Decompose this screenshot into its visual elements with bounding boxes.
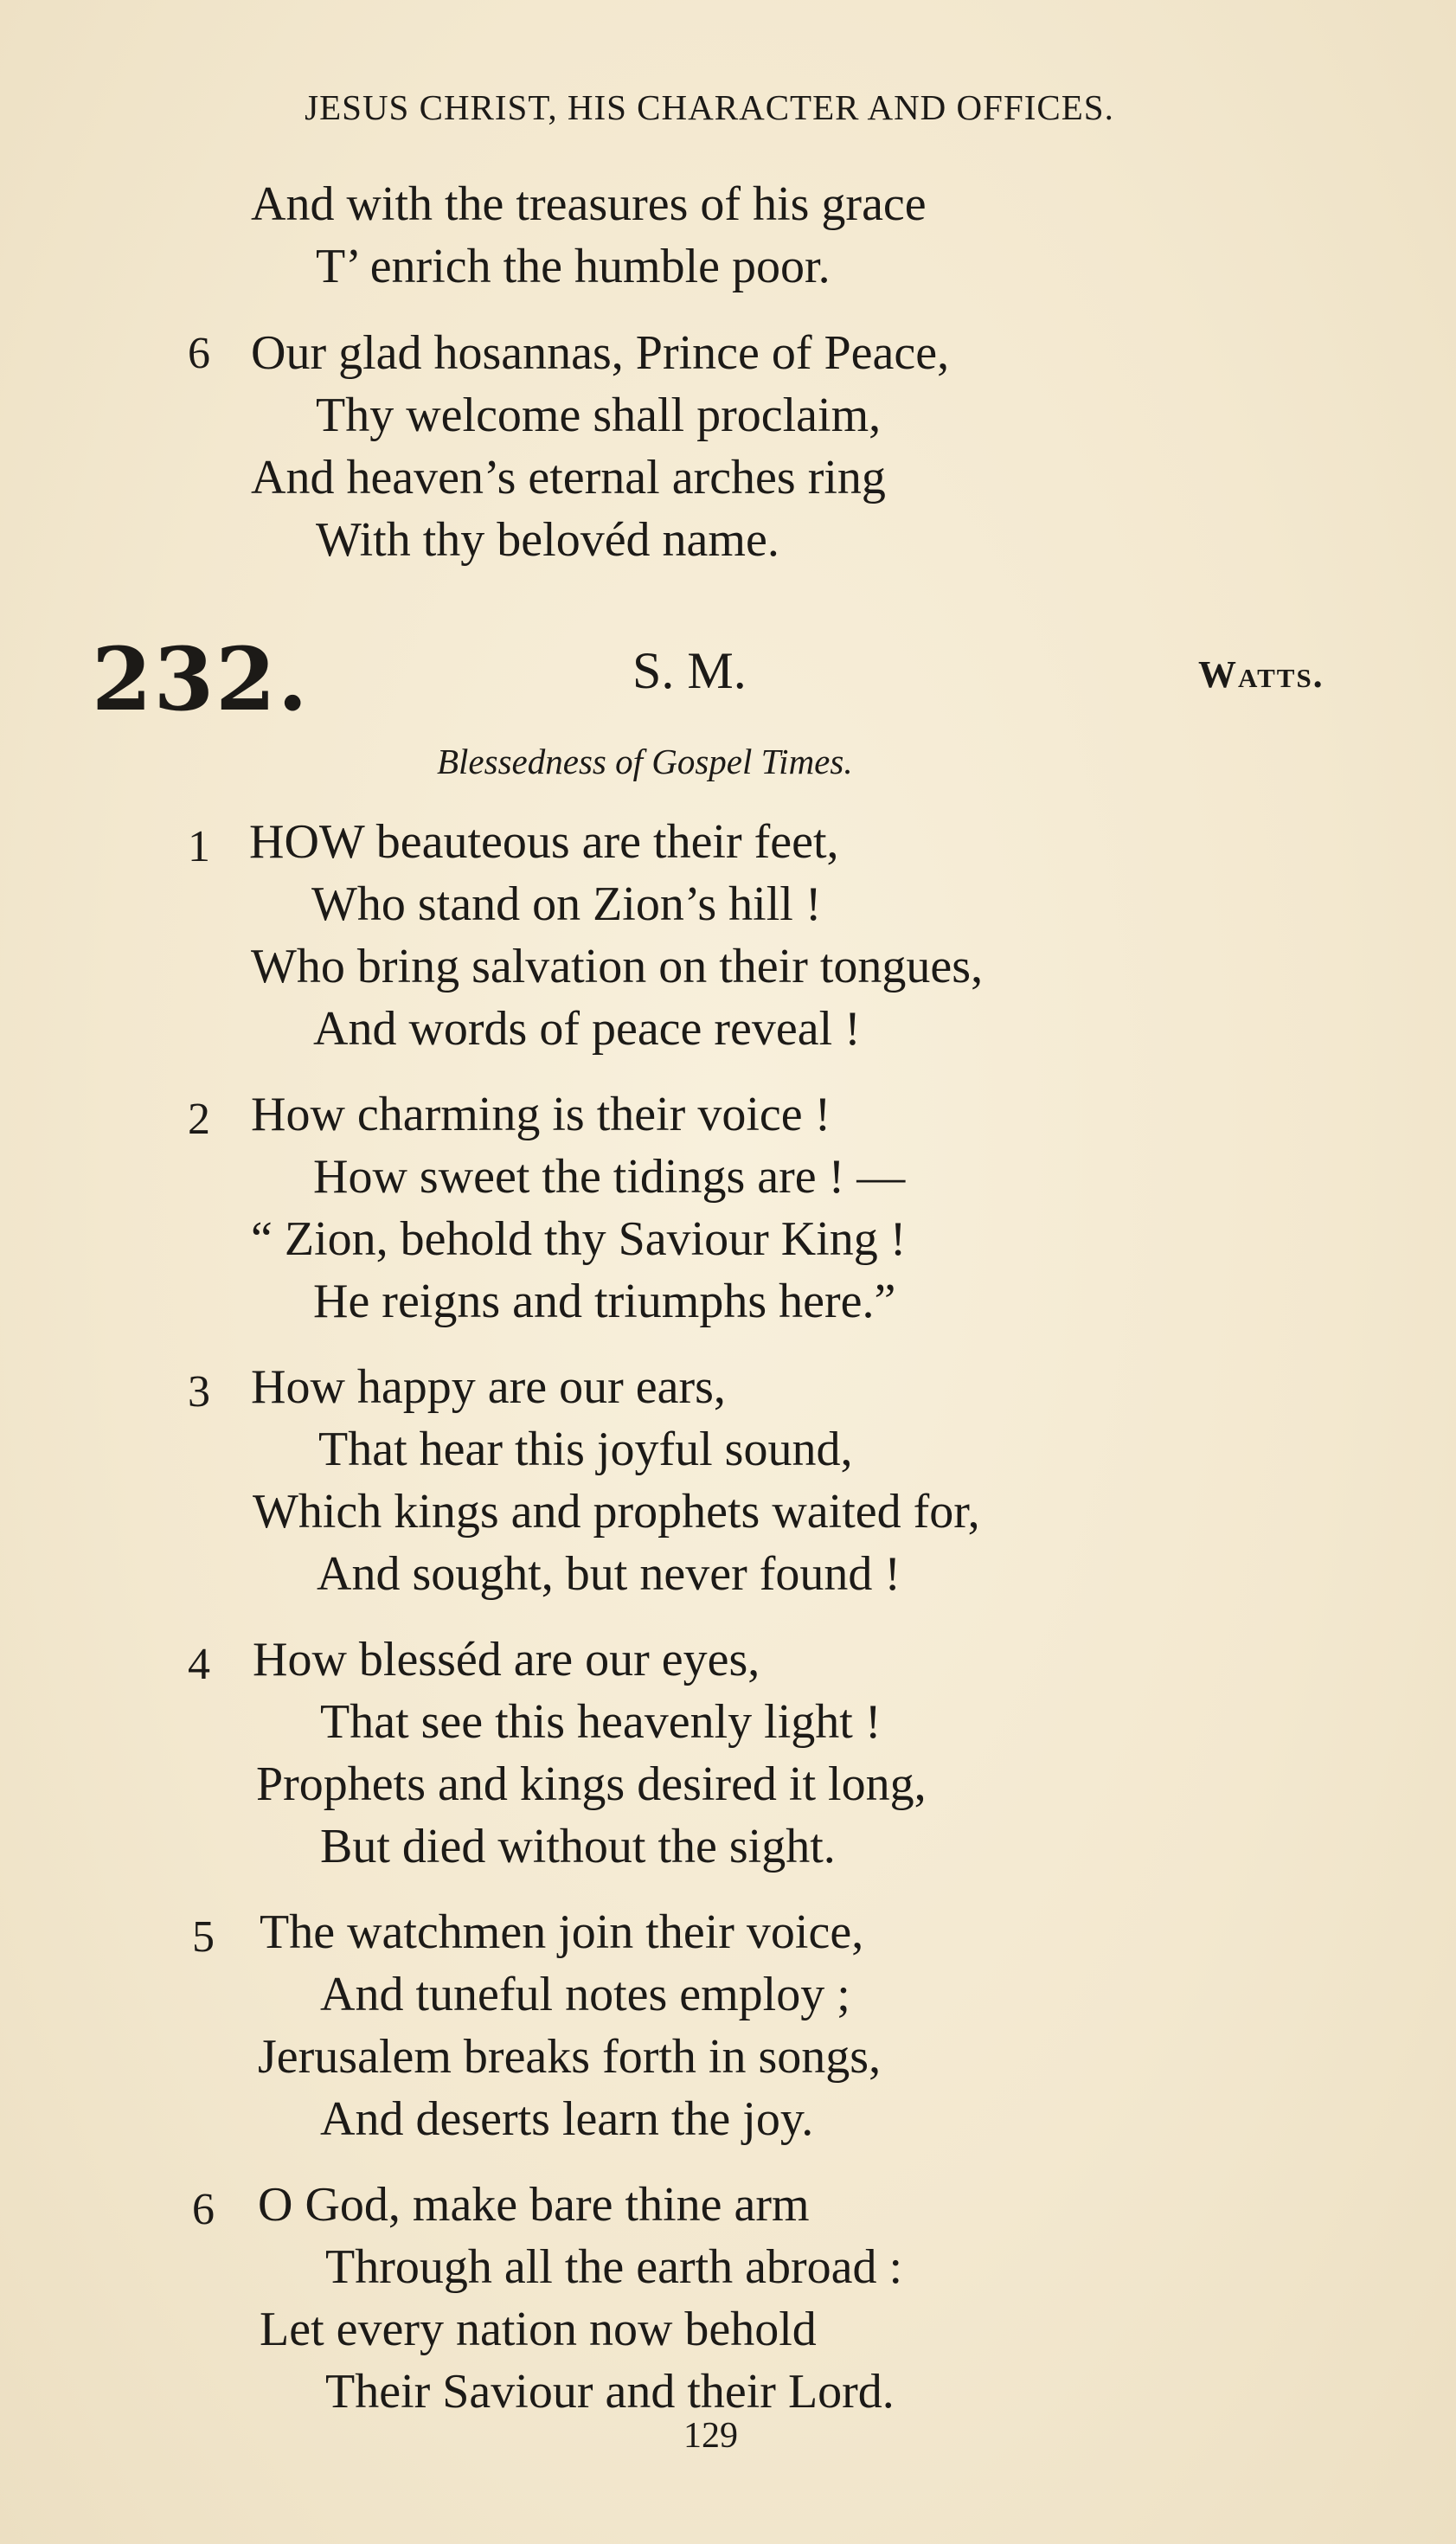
stanza-number: 6 [188,329,210,378]
verse-line: Who stand on Zion’s hill ! [311,877,822,931]
verse-line: Prophets and kings desired it long, [256,1757,927,1811]
verse-line: T’ enrich the humble poor. [316,240,831,293]
running-head: JESUS CHRIST, HIS CHARACTER AND OFFICES. [305,87,1114,127]
verse-line: With thy belovéd name. [316,513,779,567]
verse-line: He reigns and triumphs here.” [313,1275,896,1328]
verse-line: The watchmen join their voice, [260,1905,864,1959]
verse-line: Let every nation now behold [260,2303,817,2356]
verse-line: Jerusalem breaks forth in songs, [258,2030,882,2084]
stanza-number: 1 [188,822,210,871]
hymn-author: Watts. [1198,653,1325,696]
stanza-number: 6 [192,2185,215,2234]
verse-line: How sweet the tidings are ! — [313,1150,906,1204]
verse-line: HOW beauteous are their feet, [249,815,839,869]
stanza-number: 5 [192,1912,215,1962]
verse-line: And tuneful notes employ ; [320,1968,850,2021]
hymn-meter: S. M. [632,642,747,699]
verse-line: Our glad hosannas, Prince of Peace, [251,326,950,380]
verse-line: Thy welcome shall proclaim, [316,389,882,442]
verse-line: And deserts learn the joy. [320,2092,814,2146]
verse-line: How charming is their voice ! [251,1088,831,1141]
verse-line: Their Saviour and their Lord. [325,2365,895,2419]
verse-line: How blesséd are our eyes, [253,1633,760,1686]
verse-line: Who bring salvation on their tongues, [251,940,984,993]
stanza-number: 2 [188,1095,210,1144]
verse-line: And with the treasures of his grace [251,177,927,231]
verse-line: That see this heavenly light ! [320,1695,882,1749]
verse-line: O God, make bare thine arm [258,2178,810,2232]
hymn-number: 232. [92,628,310,730]
hymn-subtitle: Blessedness of Gospel Times. [437,742,853,781]
verse-line: But died without the sight. [320,1820,836,1873]
verse-line: And heaven’s eternal arches ring [251,451,886,504]
verse-line: Which kings and prophets waited for, [253,1485,980,1539]
verse-line: How happy are our ears, [251,1360,726,1414]
verse-line: That hear this joyful sound, [318,1423,853,1476]
verse-line: And sought, but never found ! [317,1547,901,1601]
page-number: 129 [683,2416,738,2456]
verse-line: Through all the earth abroad : [325,2240,903,2294]
verse-line: “ Zion, behold thy Saviour King ! [251,1212,907,1266]
verse-line: And words of peace reveal ! [313,1002,861,1056]
stanza-number: 3 [188,1367,210,1417]
stanza-number: 4 [188,1640,210,1689]
